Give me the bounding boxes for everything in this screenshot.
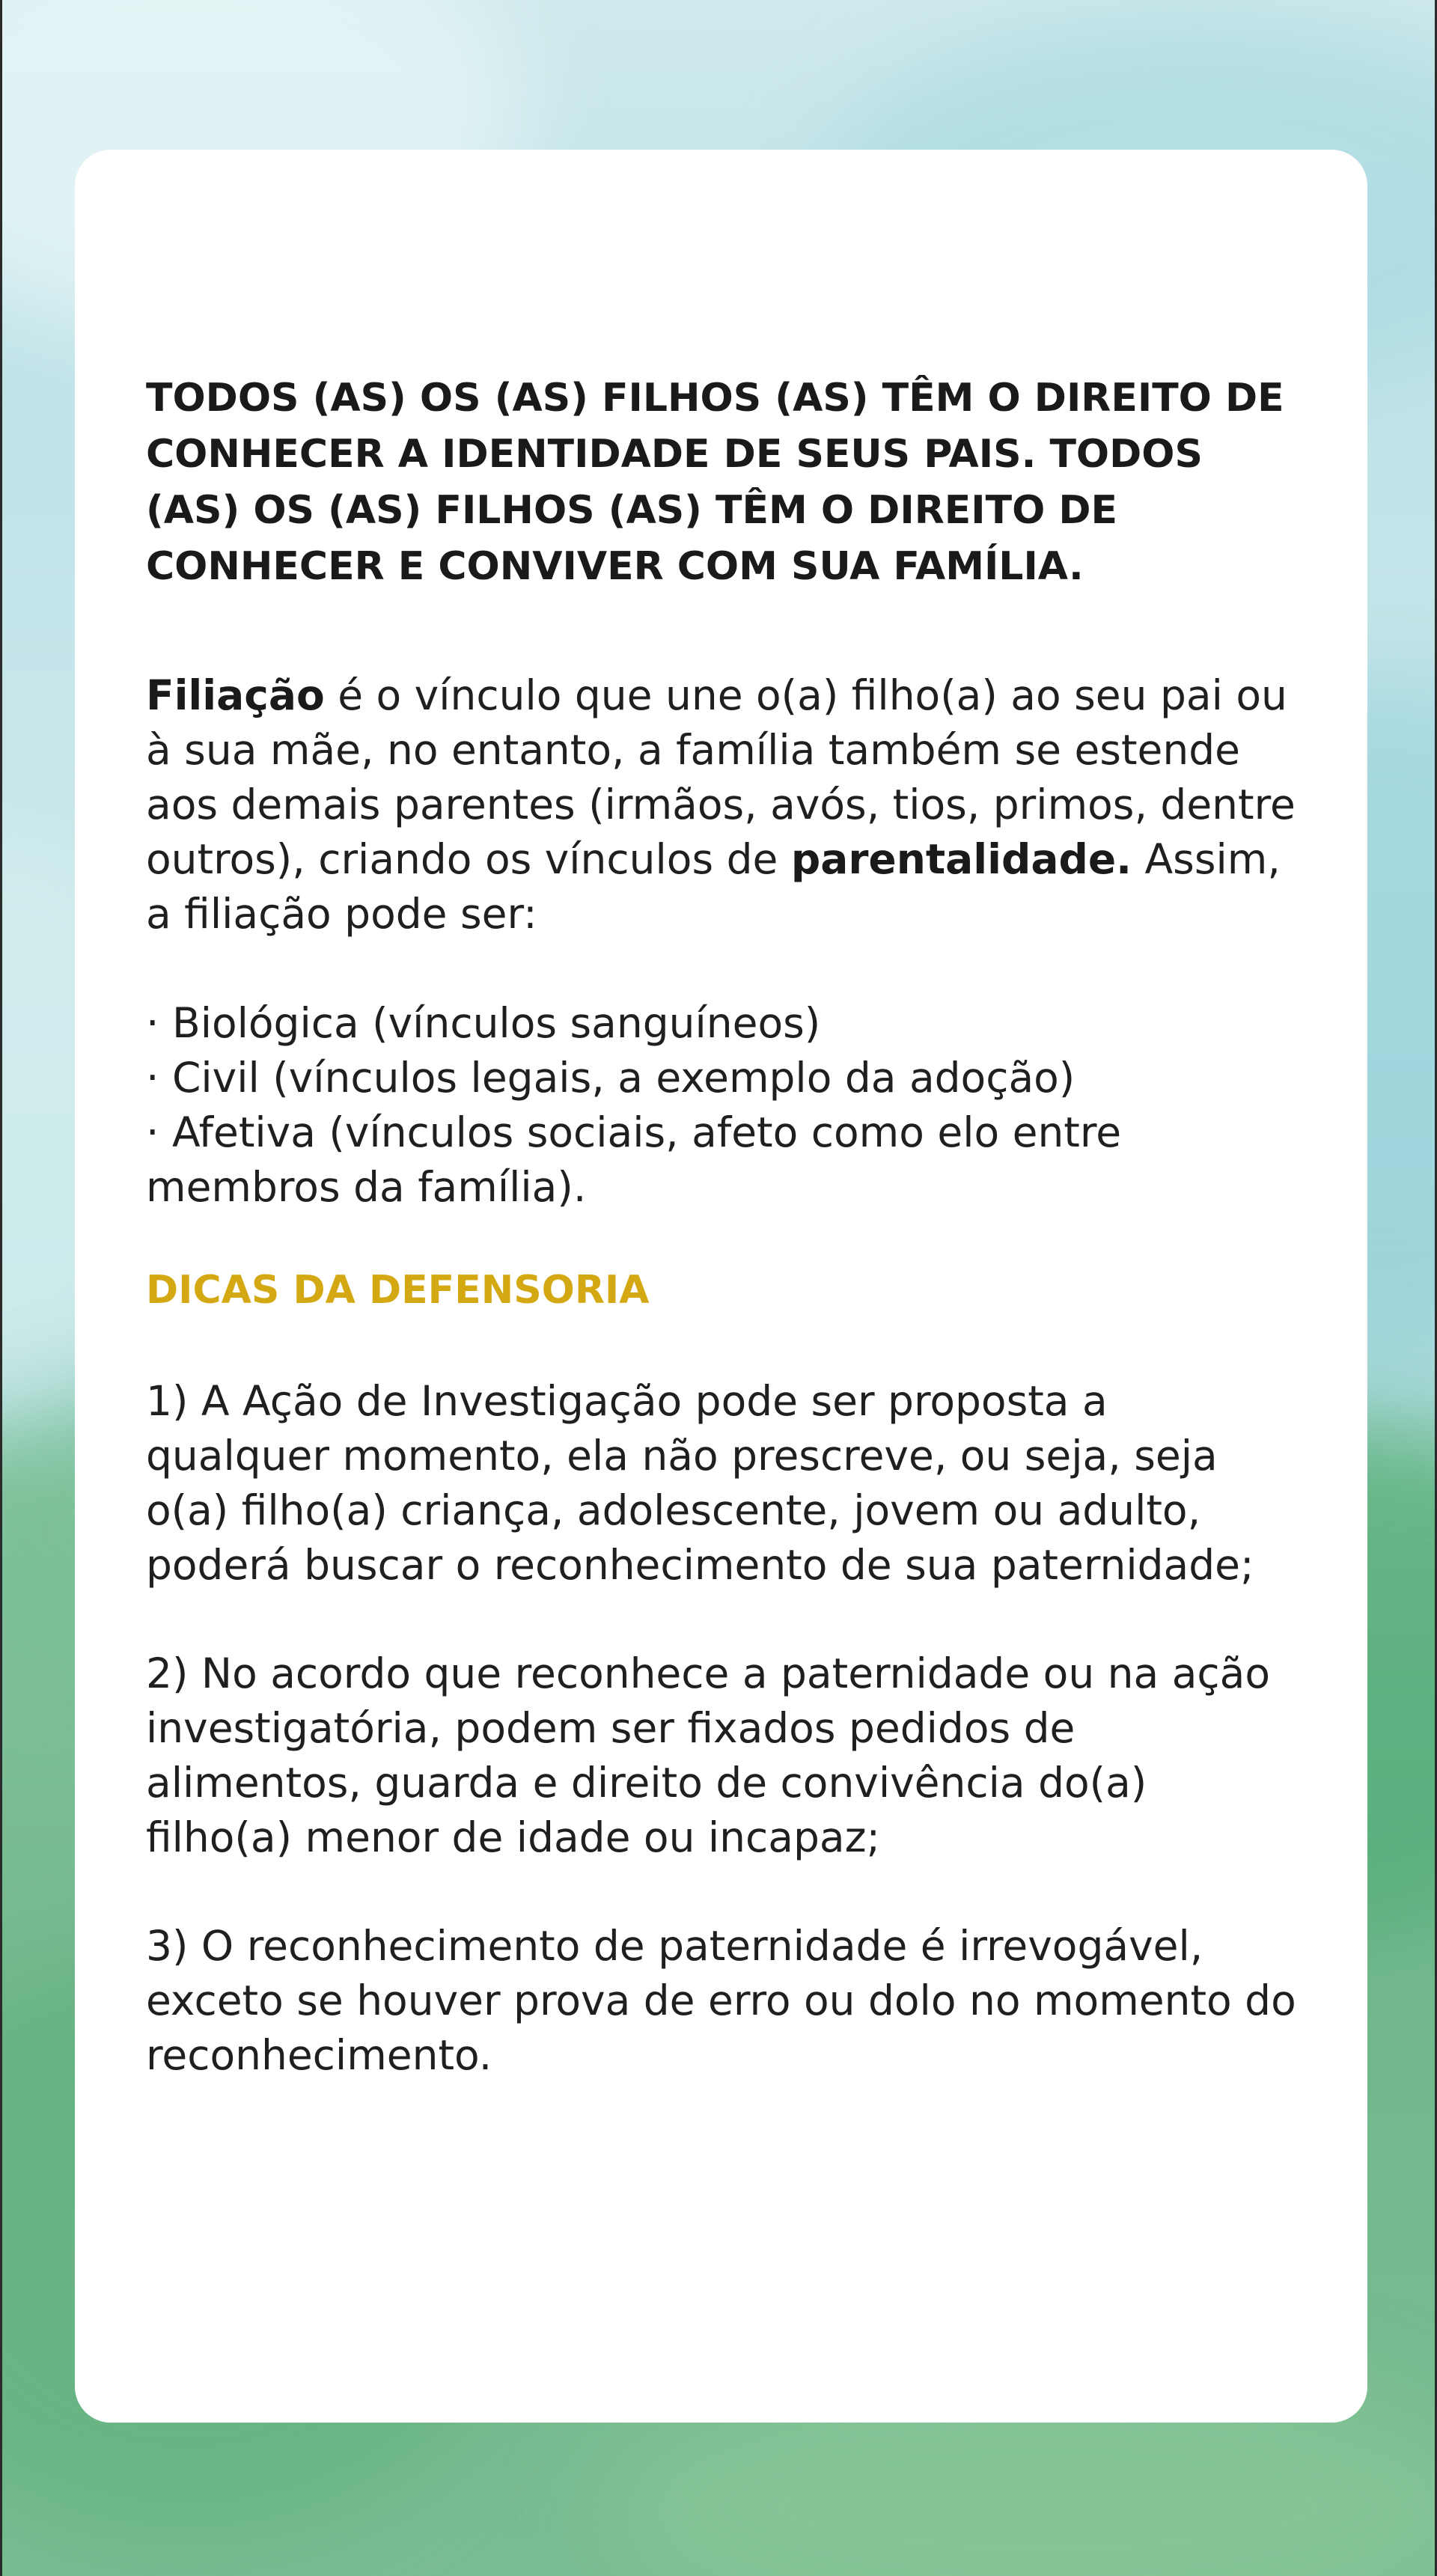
list-item: · Afetiva (vínculos sociais, afeto como elo entre membros da família). (146, 1108, 1122, 1211)
tip-item: 1) A Ação de Investigação pode ser proposta a qualquer momento, ela não prescreve, ou seja, seja o(a) filho(a) criança, adolescente, jovem ou adulto, poderá buscar o reconhecimento de sua paternidade; (146, 1377, 1254, 1589)
filiation-types-list (146, 996, 1296, 1215)
term-parentalidade: parentalidade. (790, 835, 1132, 883)
tip-item: 3) O reconhecimento de paternidade é irrevogável, exceto se houver prova de erro ou dolo no momento do reconhecimento. (146, 1922, 1296, 2079)
list-item: · Civil (vínculos legais, a exemplo da adoção) (146, 1054, 1076, 1102)
headline: TODOS (AS) OS (AS) FILHOS (AS) TÊM O DIREITO DE CONHECER A IDENTIDADE DE SEUS PAIS. TODOS (AS) OS (AS) FILHOS (AS) TÊM O DIREITO DE CONHECER E CONVIVER COM SUA FAMÍLIA. (146, 376, 1284, 589)
intro-text-2: Assim, a filiação pode ser: (146, 835, 1281, 938)
left-edge-line (0, 0, 2, 2576)
list-item: · Biológica (vínculos sanguíneos) (146, 999, 821, 1047)
content-card (75, 150, 1367, 2423)
tips-title: DICAS DA DEFENSORIA (146, 1268, 650, 1313)
term-filiacao: Filiação (146, 671, 325, 719)
tip-item: 2) No acordo que reconhece a paternidade ou na ação investigatória, podem ser fixados pedidos de alimentos, guarda e direito de convivência do(a) filho(a) menor de idade ou incapaz; (146, 1649, 1270, 1861)
intro-text-1: é o vínculo que une o(a) filho(a) ao seu pai ou à sua mãe, no entanto, a família também se estende aos demais parentes (irmãos, avós, tios, primos, dentre outros), criando os vínculos de (146, 671, 1296, 883)
filiation-intro (146, 668, 1296, 941)
